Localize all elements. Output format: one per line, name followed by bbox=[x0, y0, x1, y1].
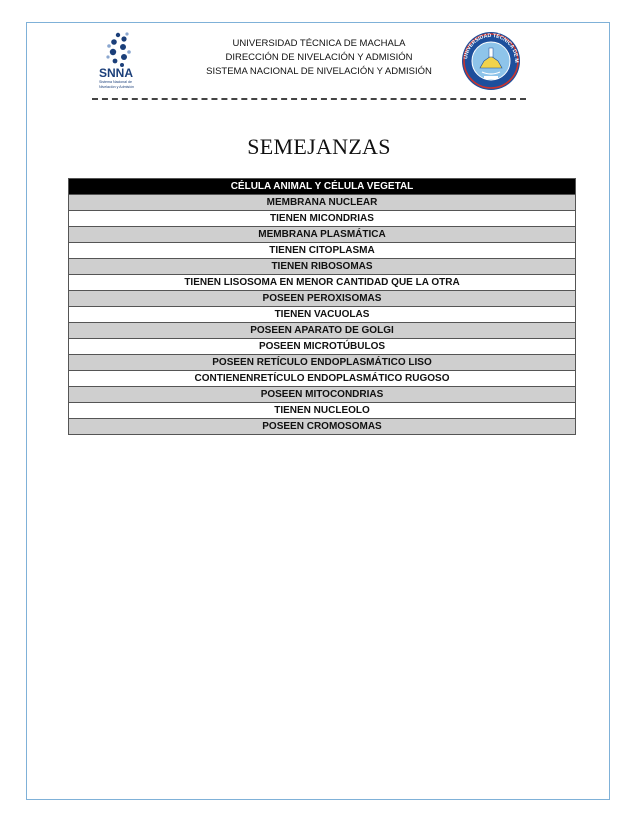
snna-logo-text: SNNA bbox=[99, 66, 134, 80]
table-row: POSEEN CROMOSOMAS bbox=[69, 419, 576, 435]
header-divider bbox=[92, 98, 526, 100]
table-row: POSEEN RETÍCULO ENDOPLASMÁTICO LISO bbox=[69, 355, 576, 371]
table-row: TIENEN LISOSOMA EN MENOR CANTIDAD QUE LA OTRA bbox=[69, 275, 576, 291]
table-row: CONTIENENRETÍCULO ENDOPLASMÁTICO RUGOSO bbox=[69, 371, 576, 387]
header-line-system: SISTEMA NACIONAL DE NIVELACIÓN Y ADMISIÓN bbox=[206, 66, 432, 77]
table-row: TIENEN RIBOSOMAS bbox=[69, 259, 576, 275]
university-seal-logo bbox=[458, 30, 524, 92]
table-row: POSEEN MICROTÚBULOS bbox=[69, 339, 576, 355]
table-row: TIENEN VACUOLAS bbox=[69, 307, 576, 323]
svg-text:UNIVERSIDAD TÉCNICA DE MACHALA: UNIVERSIDAD TÉCNICA DE M bbox=[463, 32, 520, 63]
svg-text:Sistema Nacional de: Sistema Nacional de bbox=[99, 80, 132, 84]
table-row: TIENEN MICONDRIAS bbox=[69, 211, 576, 227]
table-row: POSEEN PEROXISOMAS bbox=[69, 291, 576, 307]
table-row: TIENEN CITOPLASMA bbox=[69, 243, 576, 259]
svg-text:Nivelación y Admisión: Nivelación y Admisión bbox=[99, 85, 134, 89]
page-title: SEMEJANZAS bbox=[247, 134, 391, 159]
header-line-university: UNIVERSIDAD TÉCNICA DE MACHALA bbox=[232, 38, 406, 49]
table-row: MEMBRANA NUCLEAR bbox=[69, 195, 576, 211]
header-line-direction: DIRECCIÓN DE NIVELACIÓN Y ADMISIÓN bbox=[225, 52, 413, 63]
table-row: TIENEN NUCLEOLO bbox=[69, 403, 576, 419]
institution-header bbox=[0, 37, 638, 79]
similarities-table bbox=[68, 178, 576, 435]
table-header: CÉLULA ANIMAL Y CÉLULA VEGETAL bbox=[69, 179, 576, 195]
table-row: POSEEN APARATO DE GOLGI bbox=[69, 323, 576, 339]
table-row: MEMBRANA PLASMÁTICA bbox=[69, 227, 576, 243]
table-row: POSEEN MITOCONDRIAS bbox=[69, 387, 576, 403]
